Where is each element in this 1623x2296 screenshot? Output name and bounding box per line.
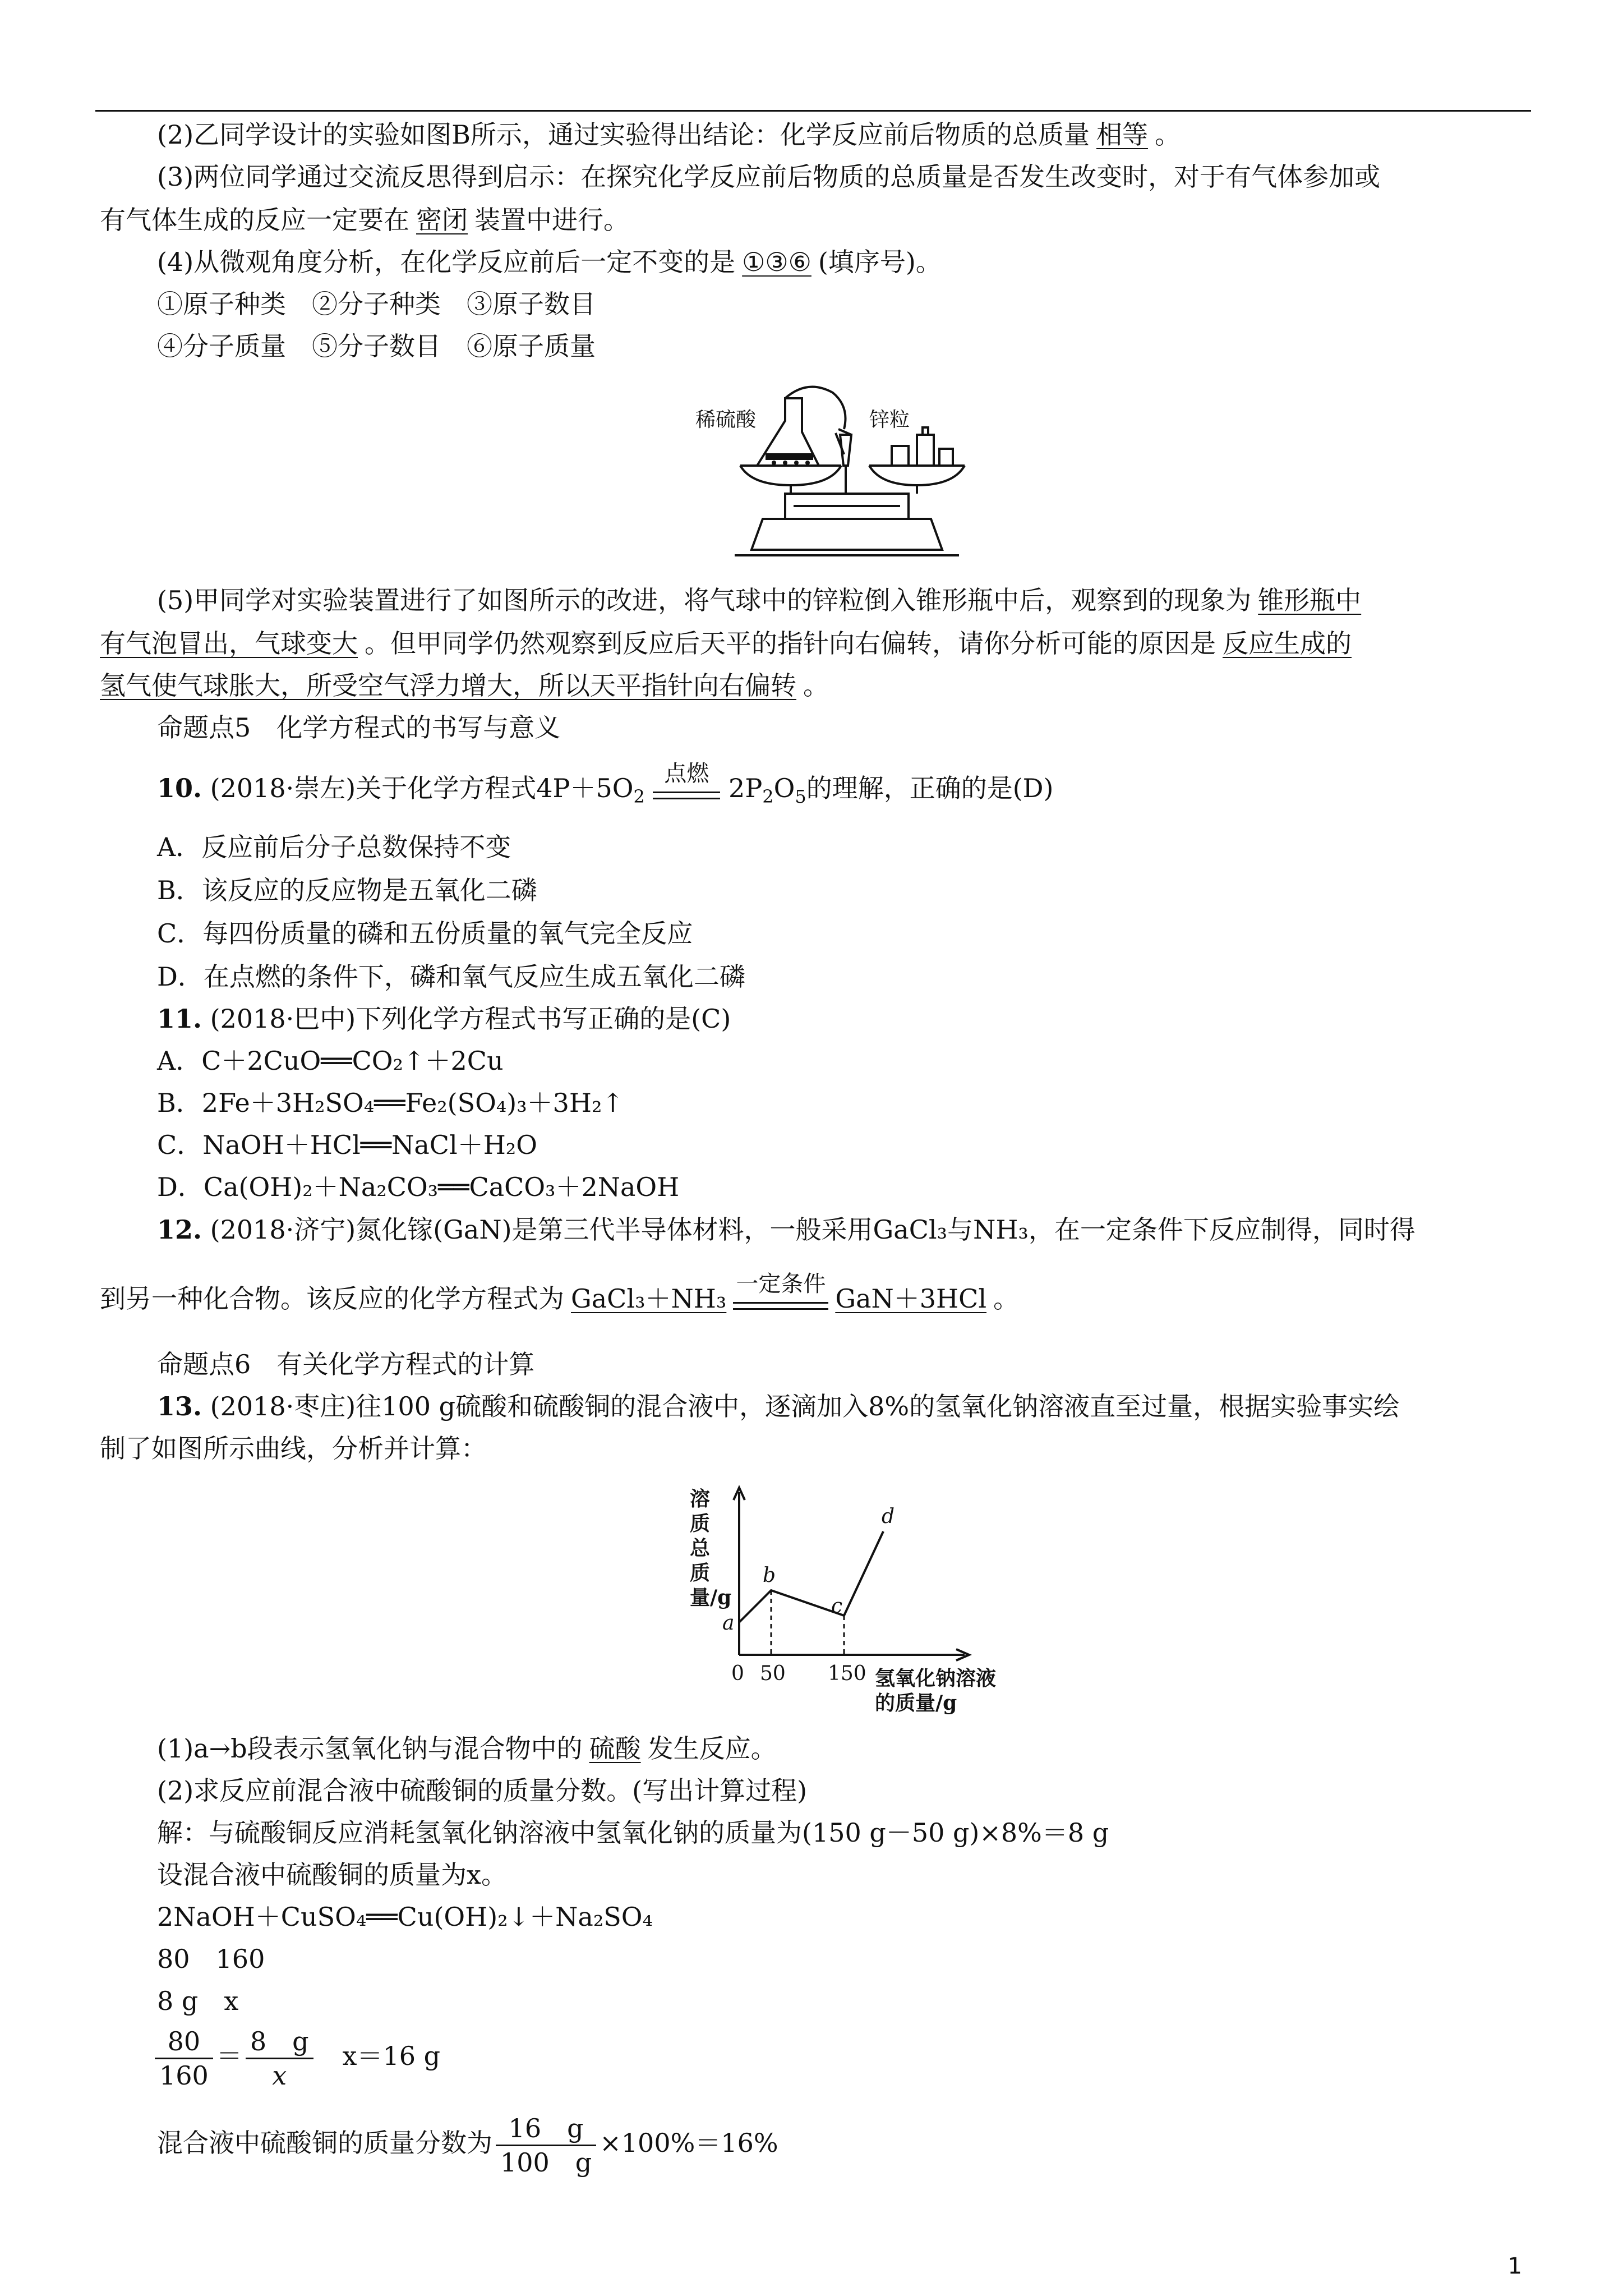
fraction-80-160: $\frac{80}{160}$ <box>155 2025 213 2092</box>
q12-answer-products: GaN＋3HCl <box>835 1283 987 1314</box>
solution-quantities: 8 g x <box>157 1986 239 2016</box>
q4-answer: ①③⑥ <box>742 247 811 277</box>
x-tick-50: 50 <box>760 1662 786 1685</box>
x-tick-0: 0 <box>731 1662 744 1685</box>
q5-answer1a: 锥形瓶中 <box>1258 585 1362 615</box>
q10-option-c: C．每四份质量的磷和五份质量的氧气完全反应 <box>157 918 693 949</box>
header-rule <box>95 110 1531 112</box>
q13-line2: 制了如图所示曲线，分析并计算： <box>100 1433 487 1464</box>
q12-line1: 12. (2018·济宁)氮化镓(GaN)是第三代半导体材料，一般采用GaCl₃与NH₃，在一定条件下反应制得，同时得 <box>157 1214 1415 1245</box>
point-label-c: c <box>831 1595 843 1618</box>
q10-reaction-condition: 点燃 <box>653 781 720 799</box>
q13-line1: 13. (2018·枣庄)往100 g硫酸和硫酸铜的混合液中，逐滴加入8%的氢氧化钠溶液直至过量，根据实验事实绘 <box>157 1391 1400 1421</box>
solute-mass-curve <box>739 1531 883 1622</box>
q5-line1: (5)甲同学对实验装置进行了如图所示的改进，将气球中的锌粒倒入锥形瓶中后，观察到的现象为 锥形瓶中 <box>157 583 1368 617</box>
point-label-a: a <box>722 1612 735 1635</box>
q13-sub1: (1)a→b段表示氢氧化钠与混合物中的 硫酸 发生反应。 <box>157 1733 777 1764</box>
page-number: 1 <box>1507 2253 1522 2279</box>
solution-line1: 解：与硫酸铜反应消耗氢氧化钠溶液中氢氧化钠的质量为(150 g－50 g)×8%＝8 g <box>157 1818 1109 1848</box>
x-tick-150: 150 <box>828 1662 866 1685</box>
label-dilute-sulfuric-acid: 稀硫酸 <box>695 408 757 431</box>
solution-equation: 2NaOH＋CuSO₄══Cu(OH)₂↓＋Na₂SO₄ <box>157 1902 653 1932</box>
label-zinc-granules: 锌粒 <box>869 408 910 431</box>
q3-line1: (3)两位同学通过交流反思得到启示：在探究化学反应前后物质的总质量是否发生改变时，对于有气体参加或 <box>157 162 1381 192</box>
q4-options-2: ④分子质量 ⑤分子数目 ⑥原子质量 <box>157 331 596 361</box>
q3-answer: 密闭 <box>416 205 468 235</box>
y-axis-label: 溶质总质量/g <box>690 1487 732 1609</box>
fraction-8g-x: $\frac{8 g}{x}$ <box>246 2025 313 2092</box>
q10-option-d: D．在点燃的条件下，磷和氧气反应生成五氧化二磷 <box>157 961 745 992</box>
x-axis-label: 氢氧化钠溶液的质量/g <box>875 1667 997 1715</box>
q5-line2: 有气泡冒出，气球变大 。但甲同学仍然观察到反应后天平的指针向右偏转，请你分析可能的原因是 反应生成的 <box>100 627 1358 660</box>
fraction-16g-100g: $\frac{16 g}{100 g}$ <box>496 2112 596 2179</box>
point-label-b: b <box>763 1564 776 1587</box>
q2-answer: 相等 <box>1096 119 1148 150</box>
q5-answer1b: 有气泡冒出，气球变大 <box>100 628 358 659</box>
section-5-title: 命题点5 化学方程式的书写与意义 <box>157 712 561 743</box>
q12-line2: 到另一种化合物。该反应的化学方程式为 GaCl₃＋NH₃ 一定条件 GaN＋3HCl 。 <box>100 1271 1020 1314</box>
q11-option-b: B．2Fe＋3H₂SO₄══Fe₂(SO₄)₃＋3H₂↑ <box>157 1088 624 1118</box>
q11-option-d: D．Ca(OH)₂＋Na₂CO₃══CaCO₃＋2NaOH <box>157 1172 680 1202</box>
q10-option-b: B．该反应的反应物是五氧化二磷 <box>157 875 537 905</box>
q11-stem: 11. (2018·巴中)下列化学方程式书写正确的是(C) <box>157 1004 731 1034</box>
q12-reaction-condition: 一定条件 <box>733 1292 828 1310</box>
q11-option-a: A．C＋2CuO══CO₂↑＋2Cu <box>157 1046 504 1076</box>
q10-stem: 10. (2018·崇左)关于化学方程式$4P+5O_2$ 点燃 $2P_2O_5$的理解，正确的是(D) <box>157 761 1054 807</box>
mass-chart <box>673 1475 1032 1715</box>
q12-answer-reactants: GaCl₃＋NH₃ <box>571 1283 727 1314</box>
q13-sub2: (2)求反应前混合液中硫酸铜的质量分数。(写出计算过程) <box>157 1775 808 1806</box>
q5-line3: 氢气使气球胀大，所受空气浮力增大，所以天平指针向右偏转 。 <box>100 670 829 701</box>
solution-line2: 设混合液中硫酸铜的质量为x。 <box>157 1860 507 1890</box>
solution-result: x＝16 g <box>342 2041 441 2071</box>
solution-final: 混合液中硫酸铜的质量分数为 $\frac{16 g}{100 g}$ ×100%＝16% <box>157 2113 778 2178</box>
sub1-answer: 硫酸 <box>589 1733 641 1764</box>
q11-option-c: C．NaOH＋HCl══NaCl＋H₂O <box>157 1130 537 1160</box>
q2-line: (2)乙同学设计的实验如图B所示，通过实验得出结论：化学反应前后物质的总质量 相等 。 <box>157 119 1181 150</box>
q10-option-a: A．反应前后分子总数保持不变 <box>157 832 511 862</box>
q5-answer2b: 氢气使气球胀大，所受空气浮力增大，所以天平指针向右偏转 <box>100 670 796 701</box>
q4-options-1: ①原子种类 ②分子种类 ③原子数目 <box>157 289 596 319</box>
section-6-title: 命题点6 有关化学方程式的计算 <box>157 1349 535 1379</box>
balance-figure <box>695 381 993 572</box>
solution-proportion: $\frac{80}{160}$ ＝ $\frac{8 g}{x}$ x＝16 g <box>151 2022 440 2092</box>
solution-molar-masses: 80 160 <box>157 1944 265 1974</box>
q5-answer2a: 反应生成的 <box>1223 628 1352 659</box>
q3-line2: 有气体生成的反应一定要在 密闭 装置中进行。 <box>100 205 629 235</box>
point-label-d: d <box>882 1505 895 1528</box>
q4-line: (4)从微观角度分析，在化学反应前后一定不变的是 ①③⑥ (填序号)。 <box>157 247 942 277</box>
